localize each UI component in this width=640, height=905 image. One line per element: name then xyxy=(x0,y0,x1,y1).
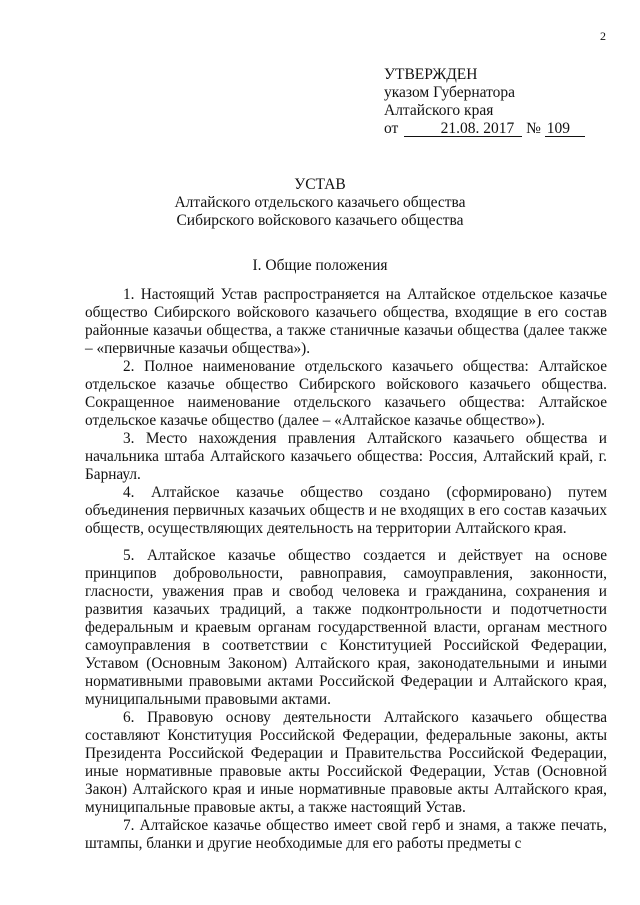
approval-date-prefix: от xyxy=(384,120,399,137)
approval-title: УТВЕРЖДЕН xyxy=(384,66,478,83)
page-number: 2 xyxy=(600,29,606,43)
approval-date: 21.08. 2017 xyxy=(404,121,522,137)
title-line-2: Алтайского отдельского казачьего общества xyxy=(174,194,466,211)
approval-region: Алтайского края xyxy=(384,102,494,119)
title-line-3: Сибирского войскового казачьего общества xyxy=(176,212,464,229)
document-body xyxy=(85,286,607,853)
approval-number-prefix: № xyxy=(526,120,541,137)
paragraph-1: 1. Настоящий Устав распространяется на Алтайское отдельское казачье общество Сибирского войскового казачьего общества, входящие в его состав районные казачьи общества, а также станичные казачьи общества (далее также – «первичные казачьи общества»). xyxy=(85,286,607,357)
approval-issuer: указом Губернатора xyxy=(384,84,516,101)
paragraph-3: 3. Место нахождения правления Алтайского казачьего общества и начальника штаба Алтайского казачьего общества: Россия, Алтайский край, г. Барнаул. xyxy=(85,430,607,483)
section-heading: I. Общие положения xyxy=(252,257,388,274)
approval-number: 109 xyxy=(545,121,585,137)
paragraph-5: 5. Алтайское казачье общество создается и действует на основе принципов добровольности, равноправия, самоуправления, законности, гласности, уважения прав и свобод человека и гражданина, сохранения и развития казачьих традиций, а также подконтрольности и подотчетности федеральным и краевым органам государственной власти, органам местного самоуправления в соответствии с Конституцией Российской Федерации, Уставом (Основным Законом) Алтайского края, законодательными и иными нормативными правовыми актами Российской Федерации и Алтайского края, муниципальными правовыми актами. xyxy=(85,547,607,708)
document-title xyxy=(0,176,640,230)
approval-stamp xyxy=(384,66,585,138)
paragraph-2: 2. Полное наименование отдельского казачьего общества: Алтайское отдельское казачье общество Сибирского войскового казачьего общества. Сокращенное наименование отдельского казачьего общества: Алтайское отдельское казачье общество (далее – «Алтайское казачье общество»). xyxy=(85,358,607,429)
approval-date-line xyxy=(384,120,585,138)
paragraph-4: 4. Алтайское казачье общество создано (сформировано) путем объединения первичных казачьих обществ и не входящих в его состав казачьих обществ, осуществляющих деятельность на территории Алтайского края. xyxy=(85,484,607,537)
paragraph-6: 6. Правовую основу деятельности Алтайского казачьего общества составляют Конституция Российской Федерации, федеральные законы, акты Президента Российской Федерации и Правительства Российской Федерации, иные нормативные правовые акты Российской Федерации, Устав (Основной Закон) Алтайского края и иные нормативные правовые акты Алтайского края, муниципальные правовые акты, а также настоящий Устав. xyxy=(85,709,607,816)
title-main: УСТАВ xyxy=(294,176,346,193)
paragraph-7: 7. Алтайское казачье общество имеет свой герб и знамя, а также печать, штампы, бланки и другие необходимые для его работы предметы с xyxy=(85,817,607,852)
